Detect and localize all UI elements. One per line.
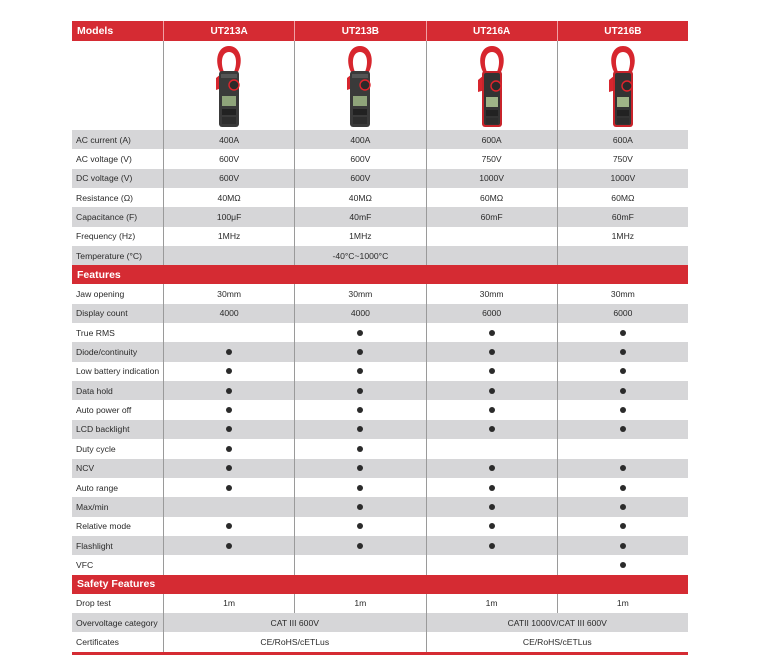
spec-value: 400A	[163, 130, 294, 149]
feature-available-dot-icon	[357, 465, 363, 471]
feature-value: 30mm	[163, 284, 294, 303]
feature-dot	[163, 555, 294, 574]
feature-available-dot-icon	[226, 446, 232, 452]
feature-row-auto-range	[72, 478, 688, 497]
feature-available-dot-icon	[357, 368, 363, 374]
feature-label: True RMS	[76, 327, 115, 338]
feature-dot	[557, 536, 688, 555]
spec-value	[426, 227, 557, 246]
spec-value	[426, 246, 557, 265]
bottom-divider	[72, 652, 688, 655]
feature-dot	[294, 439, 425, 458]
feature-available-dot-icon	[620, 388, 626, 394]
feature-value: 6000	[557, 304, 688, 323]
feature-dot	[163, 459, 294, 478]
clamp-meter-red-icon	[606, 44, 640, 128]
product-image-ut213a	[163, 41, 294, 130]
feature-available-dot-icon	[357, 504, 363, 510]
feature-dot	[426, 342, 557, 361]
feature-available-dot-icon	[357, 426, 363, 432]
feature-label: Flashlight	[76, 540, 113, 551]
image-row-label	[72, 41, 163, 130]
feature-row-max-min	[72, 497, 688, 516]
feature-dot	[163, 342, 294, 361]
feature-dot	[294, 459, 425, 478]
spec-label: Temperature (°C)	[76, 250, 142, 261]
spec-row-ac-voltage	[72, 149, 688, 168]
feature-row-ncv	[72, 459, 688, 478]
spec-row-dc-voltage	[72, 169, 688, 188]
feature-dot	[426, 362, 557, 381]
safety-row-drop-test	[72, 594, 688, 613]
feature-available-dot-icon	[489, 523, 495, 529]
spec-value: 1000V	[426, 169, 557, 188]
feature-label: Auto range	[76, 482, 119, 493]
spec-value: -40°C~1000°C	[294, 246, 425, 265]
feature-available-dot-icon	[620, 485, 626, 491]
feature-label: Diode/continuity	[76, 347, 138, 358]
clamp-meter-dark-icon	[343, 44, 377, 128]
feature-dot	[163, 497, 294, 516]
feature-dot	[163, 439, 294, 458]
feature-row-true-rms	[72, 323, 688, 342]
feature-row-lcd-backlight	[72, 420, 688, 439]
feature-value: 4000	[163, 304, 294, 323]
spec-value: 100μF	[163, 207, 294, 226]
feature-available-dot-icon	[489, 485, 495, 491]
feature-dot	[557, 400, 688, 419]
feature-dot	[426, 459, 557, 478]
feature-available-dot-icon	[226, 523, 232, 529]
feature-available-dot-icon	[226, 465, 232, 471]
feature-dot	[294, 400, 425, 419]
spec-value	[557, 246, 688, 265]
feature-dot	[557, 342, 688, 361]
spec-row-frequency	[72, 227, 688, 246]
spec-row-resistance	[72, 188, 688, 207]
safety-section-header: Safety Features	[72, 575, 688, 594]
feature-label: Max/min	[76, 501, 109, 512]
feature-dot	[557, 459, 688, 478]
feature-label: Low battery indication	[76, 366, 160, 377]
spec-value: 1MHz	[163, 227, 294, 246]
feature-label: Data hold	[76, 385, 113, 396]
spec-value: 60mF	[426, 207, 557, 226]
feature-dot	[557, 439, 688, 458]
spec-row-temperature	[72, 246, 688, 265]
feature-dot	[557, 497, 688, 516]
feature-dot	[294, 362, 425, 381]
feature-dot	[557, 420, 688, 439]
feature-dot	[426, 555, 557, 574]
feature-available-dot-icon	[357, 446, 363, 452]
models-header-row	[72, 21, 688, 41]
spec-value: 600A	[426, 130, 557, 149]
feature-available-dot-icon	[226, 407, 232, 413]
spec-value: 600V	[294, 169, 425, 188]
feature-row-flashlight	[72, 536, 688, 555]
feature-value: 30mm	[294, 284, 425, 303]
feature-available-dot-icon	[620, 504, 626, 510]
certificates-ut213: CE/RoHS/cETLus	[163, 632, 426, 651]
feature-available-dot-icon	[489, 349, 495, 355]
spec-value: 750V	[426, 149, 557, 168]
feature-dot	[163, 323, 294, 342]
spec-label: Frequency (Hz)	[76, 231, 136, 242]
feature-row-duty-cycle	[72, 439, 688, 458]
feature-dot	[426, 381, 557, 400]
feature-dot	[163, 517, 294, 536]
feature-row-diode-continuity	[72, 342, 688, 361]
safety-label: Overvoltage category	[76, 617, 158, 628]
feature-dot	[294, 517, 425, 536]
feature-label: VFC	[76, 559, 94, 570]
feature-available-dot-icon	[620, 349, 626, 355]
feature-available-dot-icon	[620, 465, 626, 471]
feature-dot	[426, 478, 557, 497]
feature-label: Display count	[76, 308, 128, 319]
feature-dot	[294, 536, 425, 555]
feature-dot	[426, 323, 557, 342]
feature-label: LCD backlight	[76, 424, 130, 435]
feature-dot	[294, 497, 425, 516]
spec-label: DC voltage (V)	[76, 173, 133, 184]
feature-available-dot-icon	[226, 543, 232, 549]
spec-value: 600V	[163, 149, 294, 168]
feature-dot	[426, 497, 557, 516]
feature-dot	[426, 420, 557, 439]
spec-value	[163, 246, 294, 265]
feature-dot	[163, 536, 294, 555]
safety-value: 1m	[294, 594, 425, 613]
model-header-ut213b: UT213B	[294, 21, 425, 41]
feature-dot	[557, 555, 688, 574]
model-header-ut216b: UT216B	[557, 21, 688, 41]
feature-dot	[294, 478, 425, 497]
spec-value: 750V	[557, 149, 688, 168]
feature-dot	[426, 439, 557, 458]
spec-value: 40mF	[294, 207, 425, 226]
safety-label: Certificates	[76, 636, 119, 647]
feature-row-jaw-opening	[72, 284, 688, 303]
product-image-ut213b	[294, 41, 425, 130]
product-image-ut216a	[426, 41, 557, 130]
spec-value: 60mF	[557, 207, 688, 226]
overvoltage-ut213: CAT III 600V	[163, 613, 426, 632]
feature-dot	[557, 323, 688, 342]
spec-label: AC voltage (V)	[76, 154, 132, 165]
feature-available-dot-icon	[620, 426, 626, 432]
spec-value: 1MHz	[294, 227, 425, 246]
clamp-meter-dark-icon	[212, 44, 246, 128]
feature-available-dot-icon	[226, 426, 232, 432]
feature-row-auto-power-off	[72, 400, 688, 419]
feature-dot	[163, 362, 294, 381]
feature-dot	[557, 517, 688, 536]
feature-dot	[163, 400, 294, 419]
feature-available-dot-icon	[489, 504, 495, 510]
feature-available-dot-icon	[357, 330, 363, 336]
feature-label: Relative mode	[76, 521, 131, 532]
spec-value: 600V	[163, 169, 294, 188]
feature-label: Duty cycle	[76, 443, 116, 454]
spec-row-capacitance	[72, 207, 688, 226]
feature-available-dot-icon	[226, 368, 232, 374]
feature-dot	[294, 323, 425, 342]
feature-available-dot-icon	[489, 330, 495, 336]
feature-dot	[163, 478, 294, 497]
feature-available-dot-icon	[489, 368, 495, 374]
safety-label: Drop test	[76, 598, 111, 609]
feature-dot	[557, 478, 688, 497]
feature-available-dot-icon	[620, 330, 626, 336]
spec-value: 400A	[294, 130, 425, 149]
feature-row-relative-mode	[72, 517, 688, 536]
feature-available-dot-icon	[226, 349, 232, 355]
spec-value: 600V	[294, 149, 425, 168]
feature-available-dot-icon	[620, 543, 626, 549]
spec-value: 600A	[557, 130, 688, 149]
product-image-row	[72, 41, 688, 130]
feature-dot	[294, 420, 425, 439]
feature-available-dot-icon	[357, 349, 363, 355]
feature-available-dot-icon	[620, 523, 626, 529]
feature-available-dot-icon	[226, 388, 232, 394]
feature-row-vfc	[72, 555, 688, 574]
product-image-ut216b	[557, 41, 688, 130]
feature-value: 4000	[294, 304, 425, 323]
spec-label: Resistance (Ω)	[76, 192, 134, 203]
feature-dot	[294, 381, 425, 400]
spec-value: 1000V	[557, 169, 688, 188]
feature-value: 6000	[426, 304, 557, 323]
spec-value: 1MHz	[557, 227, 688, 246]
safety-value: 1m	[426, 594, 557, 613]
feature-available-dot-icon	[357, 407, 363, 413]
spec-value: 60MΩ	[426, 188, 557, 207]
feature-row-low-battery	[72, 362, 688, 381]
feature-dot	[294, 555, 425, 574]
feature-available-dot-icon	[357, 523, 363, 529]
overvoltage-ut216: CATII 1000V/CAT III 600V	[426, 613, 689, 632]
feature-available-dot-icon	[357, 485, 363, 491]
certificates-ut216: CE/RoHS/cETLus	[426, 632, 689, 651]
spec-row-ac-current	[72, 130, 688, 149]
feature-dot	[163, 381, 294, 400]
feature-dot	[426, 536, 557, 555]
feature-available-dot-icon	[357, 388, 363, 394]
feature-available-dot-icon	[620, 562, 626, 568]
feature-value: 30mm	[557, 284, 688, 303]
model-header-ut213a: UT213A	[163, 21, 294, 41]
model-header-ut216a: UT216A	[426, 21, 557, 41]
feature-available-dot-icon	[620, 368, 626, 374]
safety-row-overvoltage	[72, 613, 688, 632]
feature-available-dot-icon	[489, 407, 495, 413]
feature-value: 30mm	[426, 284, 557, 303]
feature-dot	[557, 381, 688, 400]
safety-value: 1m	[163, 594, 294, 613]
feature-available-dot-icon	[489, 543, 495, 549]
spec-value: 60MΩ	[557, 188, 688, 207]
feature-label: NCV	[76, 463, 95, 474]
models-header-label: Models	[77, 25, 114, 37]
feature-available-dot-icon	[489, 426, 495, 432]
feature-available-dot-icon	[620, 407, 626, 413]
feature-available-dot-icon	[489, 465, 495, 471]
feature-label: Auto power off	[76, 405, 132, 416]
feature-available-dot-icon	[357, 543, 363, 549]
clamp-meter-red-icon	[475, 44, 509, 128]
feature-dot	[163, 420, 294, 439]
spec-label: Capacitance (F)	[76, 212, 138, 223]
safety-row-certificates	[72, 632, 688, 651]
feature-dot	[557, 362, 688, 381]
spec-label: AC current (A)	[76, 134, 131, 145]
feature-dot	[426, 400, 557, 419]
feature-available-dot-icon	[226, 485, 232, 491]
comparison-table	[72, 21, 688, 655]
feature-row-display-count	[72, 304, 688, 323]
spec-value: 40MΩ	[163, 188, 294, 207]
feature-label: Jaw opening	[76, 289, 125, 300]
features-section-header: Features	[72, 265, 688, 284]
feature-row-data-hold	[72, 381, 688, 400]
safety-value: 1m	[557, 594, 688, 613]
feature-available-dot-icon	[489, 388, 495, 394]
feature-dot	[294, 342, 425, 361]
spec-value: 40MΩ	[294, 188, 425, 207]
feature-dot	[426, 517, 557, 536]
